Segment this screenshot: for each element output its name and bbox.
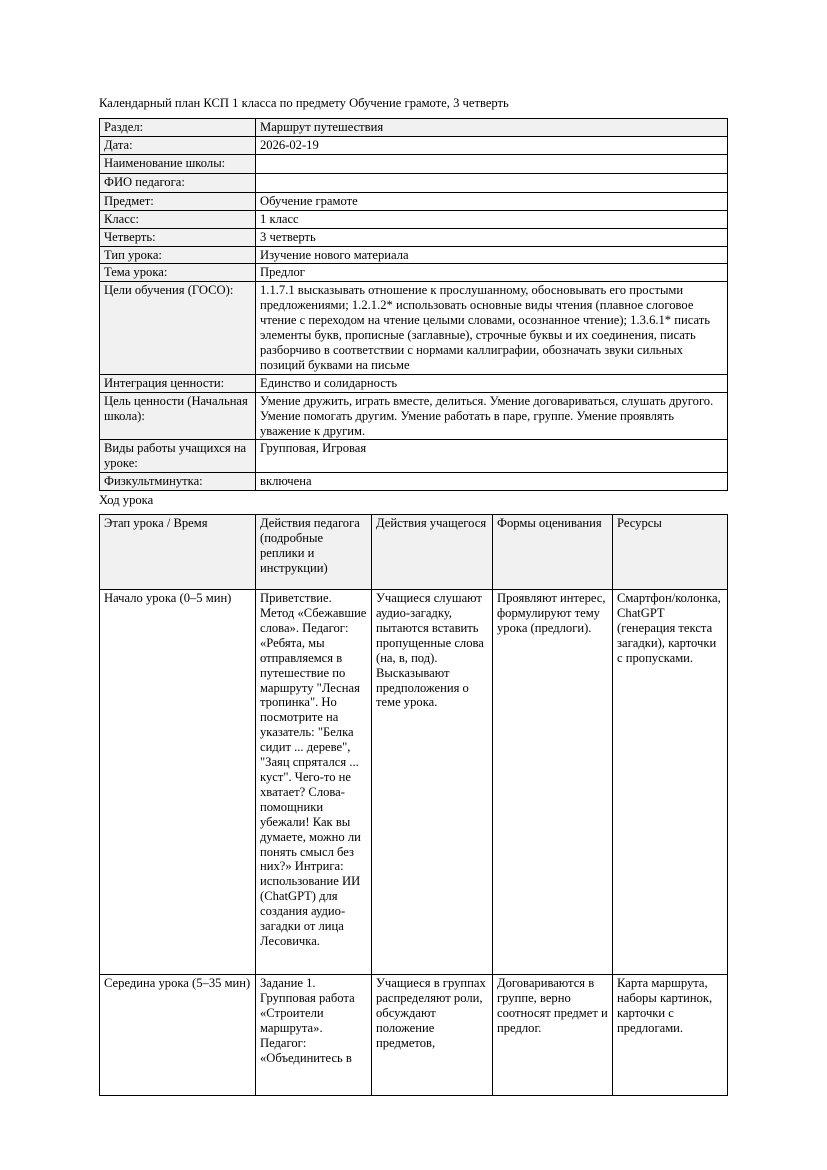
assessment-forms-cell: Договариваются в группе, верно соотносят предмет и предлог. <box>493 975 613 1096</box>
lesson-flow-table <box>99 514 728 1096</box>
table-row <box>100 119 728 137</box>
info-row-label: Виды работы учащихся на уроке: <box>100 440 256 473</box>
table-row <box>100 228 728 246</box>
info-row-label: Тип урока: <box>100 246 256 264</box>
lesson-stage-cell: Начало урока (0–5 мин) <box>100 590 256 975</box>
table-row <box>100 590 728 975</box>
table-row <box>100 392 728 440</box>
table-row <box>100 192 728 210</box>
info-row-label: Класс: <box>100 210 256 228</box>
teacher-actions-cell: Задание 1. Групповая работа «Строители маршрута». Педагог: «Объединитесь в <box>256 975 372 1096</box>
column-header-stage: Этап урока / Время <box>100 515 256 590</box>
info-row-value: Единство и солидарность <box>256 374 728 392</box>
info-row-label: Цели обучения (ГОСО): <box>100 282 256 374</box>
info-row-value: 1 класс <box>256 210 728 228</box>
student-actions-cell: Учащиеся в группах распределяют роли, обсуждают положение предметов, <box>372 975 493 1096</box>
table-header-row <box>100 515 728 590</box>
resources-cell: Смартфон/колонка, ChatGPT (генерация текста загадки), карточки с пропусками. <box>613 590 728 975</box>
table-row <box>100 374 728 392</box>
info-row-value: Обучение грамоте <box>256 192 728 210</box>
info-row-label: Дата: <box>100 136 256 154</box>
info-row-value: 1.1.7.1 высказывать отношение к прослушанному, обосновывать его простыми предложениями; 1.2.1.2* использовать основные виды чтения (плавное слоговое чтение с переходом на чтение целыми словами, осознанное чтение); 1.3.6.1* писать элементы букв, прописные (заглавные), строчные буквы и их соединения, писать разборчиво в соответствии с нормами каллиграфии, обозначать звуки сильных позиций буквами на письме <box>256 282 728 374</box>
info-row-value: Маршрут путешествия <box>256 119 728 137</box>
info-row-label: Четверть: <box>100 228 256 246</box>
table-row <box>100 473 728 491</box>
lesson-flow-table-head <box>100 515 728 590</box>
lesson-info-table-body <box>100 119 728 491</box>
column-header-teacher-actions: Действия педагога (подробные реплики и инструкции) <box>256 515 372 590</box>
info-row-value: включена <box>256 473 728 491</box>
lesson-flow-table-body <box>100 590 728 1096</box>
info-row-label: ФИО педагога: <box>100 173 256 192</box>
lesson-flow-label: Ход урока <box>99 493 154 508</box>
info-row-value: Групповая, Игровая <box>256 440 728 473</box>
info-row-label: Раздел: <box>100 119 256 137</box>
info-row-value: 2026-02-19 <box>256 136 728 154</box>
table-row <box>100 136 728 154</box>
info-row-value <box>256 173 728 192</box>
info-row-value <box>256 154 728 173</box>
info-row-value: Предлог <box>256 264 728 282</box>
table-row <box>100 975 728 1096</box>
info-row-value: Умение дружить, играть вместе, делиться. Умение договариваться, слушать другого. Умение помогать другим. Умение работать в паре, группе. Умение проявлять уважение к другим. <box>256 392 728 440</box>
table-row <box>100 246 728 264</box>
column-header-resources: Ресурсы <box>613 515 728 590</box>
table-row <box>100 154 728 173</box>
info-row-label: Цель ценности (Начальная школа): <box>100 392 256 440</box>
resources-cell: Карта маршрута, наборы картинок, карточки с предлогами. <box>613 975 728 1096</box>
teacher-actions-cell: Приветствие. Метод «Сбежавшие слова». Педагог: «Ребята, мы отправляемся в путешествие по маршруту "Лесная тропинка". Но посмотрите на указатель: "Белка сидит ... дереве", "Заяц спрятался ... куст". Чего-то не хватает? Слова-помощники убежали! Как вы думаете, можно ли понять смысл без них?» Интрига: использование ИИ (ChatGPT) для создания аудио-загадки от лица Лесовичка. <box>256 590 372 975</box>
info-row-label: Наименование школы: <box>100 154 256 173</box>
column-header-assessment-forms: Формы оценивания <box>493 515 613 590</box>
student-actions-cell: Учащиеся слушают аудио-загадку, пытаются вставить пропущенные слова (на, в, под). Высказывают предположения о теме урока. <box>372 590 493 975</box>
lesson-info-table <box>99 118 728 491</box>
info-row-label: Физкультминутка: <box>100 473 256 491</box>
table-row <box>100 282 728 374</box>
info-row-label: Предмет: <box>100 192 256 210</box>
lesson-stage-cell: Середина урока (5–35 мин) <box>100 975 256 1096</box>
info-row-label: Интеграция ценности: <box>100 374 256 392</box>
info-row-label: Тема урока: <box>100 264 256 282</box>
assessment-forms-cell: Проявляют интерес, формулируют тему урока (предлоги). <box>493 590 613 975</box>
info-row-value: Изучение нового материала <box>256 246 728 264</box>
table-row <box>100 173 728 192</box>
table-row <box>100 264 728 282</box>
column-header-student-actions: Действия учащегося <box>372 515 493 590</box>
table-row <box>100 440 728 473</box>
info-row-value: 3 четверть <box>256 228 728 246</box>
table-row <box>100 210 728 228</box>
page-title: Календарный план КСП 1 класса по предмету Обучение грамоте, 3 четверть <box>99 96 509 110</box>
